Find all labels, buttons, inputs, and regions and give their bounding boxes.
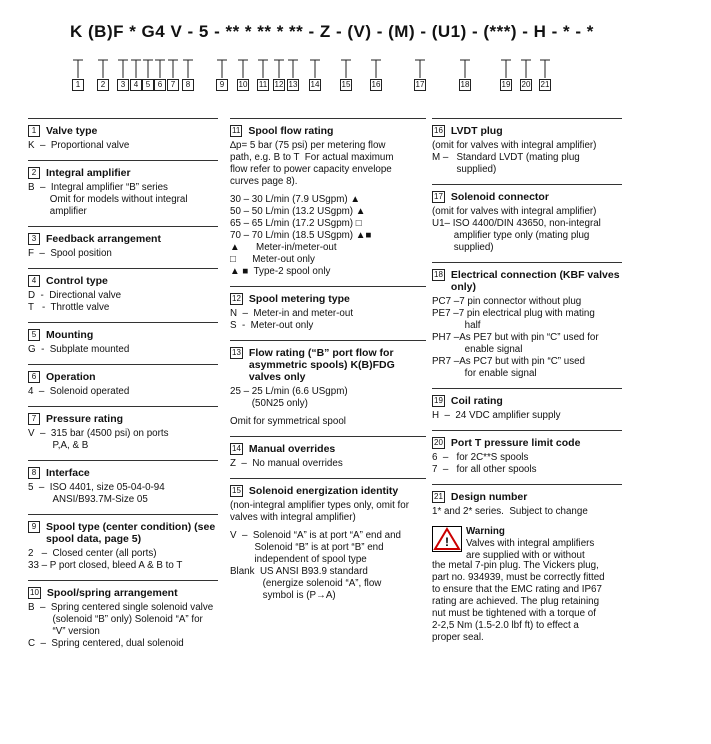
- code-bracket-16: [371, 60, 381, 78]
- section-line: ▲ ■ Type-2 spool only: [230, 266, 331, 277]
- warning-title: Warning: [466, 526, 505, 537]
- code-position-5: 5: [142, 79, 154, 91]
- section-line: 70 – 70 L/min (18.5 USgpm) ▲■: [230, 230, 372, 241]
- warning-line: are supplied with or without: [466, 550, 585, 561]
- section-number: 18: [434, 270, 443, 279]
- section-line: path, e.g. B to T For actual maximum: [230, 152, 394, 163]
- section-line: (non-integral amplifier types only, omit for: [230, 500, 409, 511]
- section-number: 7: [28, 413, 40, 425]
- code-position-17: 17: [415, 80, 425, 89]
- code-bracket-10: [238, 60, 248, 78]
- section-number: 13: [232, 348, 241, 357]
- code-bracket-4: [131, 60, 141, 78]
- section-8: [28, 460, 218, 506]
- section-6: [28, 364, 218, 398]
- section-line: 7 – for all other spools: [432, 464, 537, 475]
- section-line: N – Meter-in and meter-out: [230, 308, 354, 319]
- section-header: [432, 484, 622, 503]
- section-line: 25 – 25 L/min (6.6 USgpm): [230, 386, 348, 397]
- section-title: Electrical connection (KBF valves only): [450, 269, 620, 293]
- code-position-9: 9: [216, 79, 228, 91]
- code-position-19: 19: [501, 80, 511, 89]
- section-line: PH7 –As PE7 but with pin “C” used for: [432, 332, 599, 343]
- section-line: T - Throttle valve: [28, 302, 110, 313]
- section-line: PC7 –7 pin connector without plug: [432, 296, 582, 307]
- section-line: V – Solenoid “A” is at port “A” end and: [230, 530, 401, 541]
- section-line: (energize solenoid “A”, flow: [230, 578, 382, 589]
- section-line: symbol is (P→A): [230, 590, 336, 601]
- section-line: Z – No manual overrides: [230, 458, 343, 469]
- section-number: 14: [232, 444, 241, 453]
- section-line: ANSI/B93.7M-Size 05: [28, 494, 148, 505]
- section-number: 20: [434, 438, 443, 447]
- section-header: [28, 460, 218, 479]
- code-position-8: 8: [182, 79, 194, 91]
- section-header: [28, 514, 218, 545]
- code-bracket-17: [415, 60, 425, 78]
- section-line: half: [432, 320, 481, 331]
- section-line: B – Integral amplifier “B” series: [28, 182, 168, 193]
- code-position-11: 11: [258, 80, 268, 89]
- section-line: □ Meter-out only: [230, 254, 315, 265]
- section-title: Solenoid energization identity: [248, 485, 399, 497]
- section-header: [432, 430, 622, 449]
- section-line: Blank US ANSI B93.9 standard: [230, 566, 368, 577]
- section-title: Coil rating: [450, 395, 503, 407]
- section-header: [230, 286, 426, 305]
- section-header: [28, 322, 218, 341]
- code-position-2: 2: [97, 79, 109, 91]
- section-line: (omit for valves with integral amplifier): [432, 206, 597, 217]
- section-title: Manual overrides: [248, 443, 336, 455]
- section-line: (solenoid “B” only) Solenoid “A” for: [28, 614, 203, 625]
- model-code-string: K (B)F * G4 V - 5 - ** * ** * ** - Z - (V) - (M) - (U1) - (***) - H - * - *: [70, 22, 594, 41]
- section-line: curves page 8).: [230, 176, 298, 187]
- section-line: PE7 –7 pin electrical plug with mating: [432, 308, 595, 319]
- code-position-3: 3: [117, 79, 129, 91]
- section-title: Integral amplifier: [46, 167, 131, 179]
- code-bracket-6: [155, 60, 165, 78]
- section-title: Feedback arrangement: [46, 233, 161, 245]
- section-title: Spool type (center condition) (see spool data, page 5): [46, 521, 216, 545]
- section-line: amplifier: [28, 206, 87, 217]
- code-bracket-15: [341, 60, 351, 78]
- code-bracket-1: [73, 60, 83, 78]
- section-number: 8: [28, 467, 40, 479]
- section-18: [432, 262, 622, 380]
- section-header: [230, 436, 426, 455]
- warning-block: [432, 526, 622, 562]
- column-1: [28, 118, 218, 658]
- section-title: Solenoid connector: [450, 191, 549, 203]
- section-number: 10: [30, 588, 39, 597]
- section-line: 50 – 50 L/min (13.2 USgpm) ▲: [230, 206, 366, 217]
- code-position-10: 10: [238, 80, 248, 89]
- section-title: Valve type: [46, 125, 98, 137]
- section-line: ∆p= 5 bar (75 psi) per metering flow: [230, 140, 386, 151]
- warning-line: 2-2,5 Nm (1.5-2.0 lbf ft) to effect a: [432, 620, 579, 631]
- code-bracket-21: [540, 60, 550, 78]
- code-position-6: 6: [154, 79, 166, 91]
- section-header: [28, 118, 218, 137]
- code-position-7: 7: [167, 79, 179, 91]
- section-number: 3: [28, 233, 40, 245]
- section-number: 9: [28, 521, 40, 533]
- section-19: [432, 388, 622, 422]
- section-line: 1* and 2* series. Subject to change: [432, 506, 588, 517]
- section-header: [28, 406, 218, 425]
- section-14: [230, 436, 426, 470]
- section-21: [432, 484, 622, 518]
- section-17: [432, 184, 622, 254]
- section-line: 33 – P port closed, bleed A & B to T: [28, 560, 183, 571]
- section-line: U1– ISO 4400/DIN 43650, non-integral: [432, 218, 601, 229]
- code-position-14: 14: [310, 80, 320, 89]
- model-code-diagram: [60, 22, 600, 94]
- section-number: 15: [232, 486, 241, 495]
- section-number: 4: [28, 275, 40, 287]
- section-line: flow refer to power capacity envelope: [230, 164, 392, 175]
- section-title: Spool/spring arrangement: [46, 587, 178, 599]
- section-number: 2: [28, 167, 40, 179]
- section-line: PR7 –As PC7 but with pin “C” used: [432, 356, 586, 367]
- section-number: 11: [232, 126, 241, 135]
- code-bracket-14: [310, 60, 320, 78]
- section-line: 65 – 65 L/min (17.2 USgpm) □: [230, 218, 362, 229]
- section-title: Spool flow rating: [248, 125, 334, 137]
- section-line: (50N25 only): [230, 398, 308, 409]
- section-line: supplied): [432, 242, 494, 253]
- code-bracket-3: [118, 60, 128, 78]
- section-line: enable signal: [432, 344, 523, 355]
- section-10: [28, 580, 218, 650]
- code-bracket-19: [501, 60, 511, 78]
- code-position-15: 15: [341, 80, 351, 89]
- section-line: supplied): [432, 164, 497, 175]
- section-title: Pressure rating: [46, 413, 124, 425]
- section-header: [230, 118, 426, 137]
- section-line: D - Directional valve: [28, 290, 122, 301]
- code-position-4: 4: [130, 79, 142, 91]
- section-header: [28, 226, 218, 245]
- section-header: [28, 160, 218, 179]
- section-line: G - Subplate mounted: [28, 344, 130, 355]
- section-line: B – Spring centered single solenoid valve: [28, 602, 214, 613]
- code-position-13: 13: [288, 80, 298, 89]
- section-header: [230, 478, 426, 497]
- column-3: [432, 118, 622, 644]
- code-bracket-2: [98, 60, 108, 78]
- section-line: 4 – Solenoid operated: [28, 386, 130, 397]
- section-9: [28, 514, 218, 572]
- section-title: Mounting: [46, 329, 94, 341]
- section-line: P,A, & B: [28, 440, 89, 451]
- section-line: Solenoid “B” is at port “B” end: [230, 542, 384, 553]
- section-header: [432, 184, 622, 203]
- code-bracket-18: [460, 60, 470, 78]
- section-header: [432, 262, 622, 293]
- code-position-20: 20: [521, 80, 531, 89]
- section-20: [432, 430, 622, 476]
- section-12: [230, 286, 426, 332]
- warning-line: rating are achieved. The plug retaining: [432, 596, 600, 607]
- code-bracket-12: [274, 60, 284, 78]
- section-2: [28, 160, 218, 218]
- warning-icon: [432, 526, 462, 552]
- section-line: F – Spool position: [28, 248, 112, 259]
- section-line: S - Meter-out only: [230, 320, 314, 331]
- section-title: Flow rating (“B” port flow for asymmetric spools) K(B)FDG valves only: [248, 347, 395, 383]
- section-number: 19: [434, 396, 443, 405]
- warning-line: part no. 934939, must be correctly fitted: [432, 572, 605, 583]
- section-line: K – Proportional valve: [28, 140, 130, 151]
- section-7: [28, 406, 218, 452]
- warning-line: the metal 7-pin plug. The Vickers plug,: [432, 560, 599, 571]
- section-line: 6 – for 2C**S spools: [432, 452, 529, 463]
- section-header: [28, 268, 218, 287]
- section-3: [28, 226, 218, 260]
- code-position-12: 12: [274, 80, 284, 89]
- section-number: 5: [28, 329, 40, 341]
- section-number: 21: [434, 492, 443, 501]
- section-4: [28, 268, 218, 314]
- section-line: for enable signal: [432, 368, 537, 379]
- section-15: [230, 478, 426, 602]
- section-title: LVDT plug: [450, 125, 503, 137]
- section-line: (omit for valves with integral amplifier): [432, 140, 597, 151]
- section-line: C – Spring centered, dual solenoid: [28, 638, 184, 649]
- warning-line: nut must be tightened with a torque of: [432, 608, 596, 619]
- section-line: Omit for symmetrical spool: [230, 416, 346, 427]
- code-bracket-8: [183, 60, 193, 78]
- section-11: [230, 118, 426, 278]
- section-line: H – 24 VDC amplifier supply: [432, 410, 561, 421]
- code-bracket-13: [288, 60, 298, 78]
- code-bracket-5: [143, 60, 153, 78]
- section-line: Omit for models without integral: [28, 194, 188, 205]
- section-title: Interface: [46, 467, 90, 479]
- section-number: 1: [28, 125, 40, 137]
- section-line: 30 – 30 L/min (7.9 USgpm) ▲: [230, 194, 361, 205]
- section-header: [28, 364, 218, 383]
- section-number: 12: [232, 294, 241, 303]
- section-title: Operation: [46, 371, 96, 383]
- section-number: 17: [434, 192, 443, 201]
- section-line: M – Standard LVDT (mating plug: [432, 152, 580, 163]
- section-line: ▲ Meter-in/meter-out: [230, 242, 337, 253]
- section-line: valves with integral amplifier): [230, 512, 356, 523]
- code-bracket-11: [258, 60, 268, 78]
- section-line: independent of spool type: [230, 554, 367, 565]
- section-title: Design number: [450, 491, 528, 503]
- svg-text:!: !: [445, 535, 449, 549]
- section-5: [28, 322, 218, 356]
- code-position-16: 16: [371, 80, 381, 89]
- section-title: Port T pressure limit code: [450, 437, 581, 449]
- column-2: [230, 118, 426, 610]
- section-title: Control type: [46, 275, 108, 287]
- section-1: [28, 118, 218, 152]
- warning-line: proper seal.: [432, 632, 484, 643]
- code-position-18: 18: [460, 80, 470, 89]
- warning-line: to ensure that the EMC rating and IP67: [432, 584, 602, 595]
- section-number: 6: [28, 371, 40, 383]
- section-header: [230, 340, 426, 383]
- section-header: [432, 388, 622, 407]
- section-13: [230, 340, 426, 428]
- section-line: amplifier type only (mating plug: [432, 230, 590, 241]
- section-line: “V” version: [28, 626, 100, 637]
- warning-line: Valves with integral amplifiers: [466, 538, 595, 549]
- code-bracket-9: [217, 60, 227, 78]
- section-16: [432, 118, 622, 176]
- section-number: 16: [434, 126, 443, 135]
- section-header: [28, 580, 218, 599]
- code-bracket-20: [521, 60, 531, 78]
- code-position-21: 21: [540, 80, 550, 89]
- code-bracket-7: [168, 60, 178, 78]
- code-position-1: 1: [72, 79, 84, 91]
- section-header: [432, 118, 622, 137]
- section-line: V – 315 bar (4500 psi) on ports: [28, 428, 169, 439]
- section-line: 5 – ISO 4401, size 05-04-0-94: [28, 482, 165, 493]
- section-title: Spool metering type: [248, 293, 350, 305]
- section-line: 2 – Closed center (all ports): [28, 548, 157, 559]
